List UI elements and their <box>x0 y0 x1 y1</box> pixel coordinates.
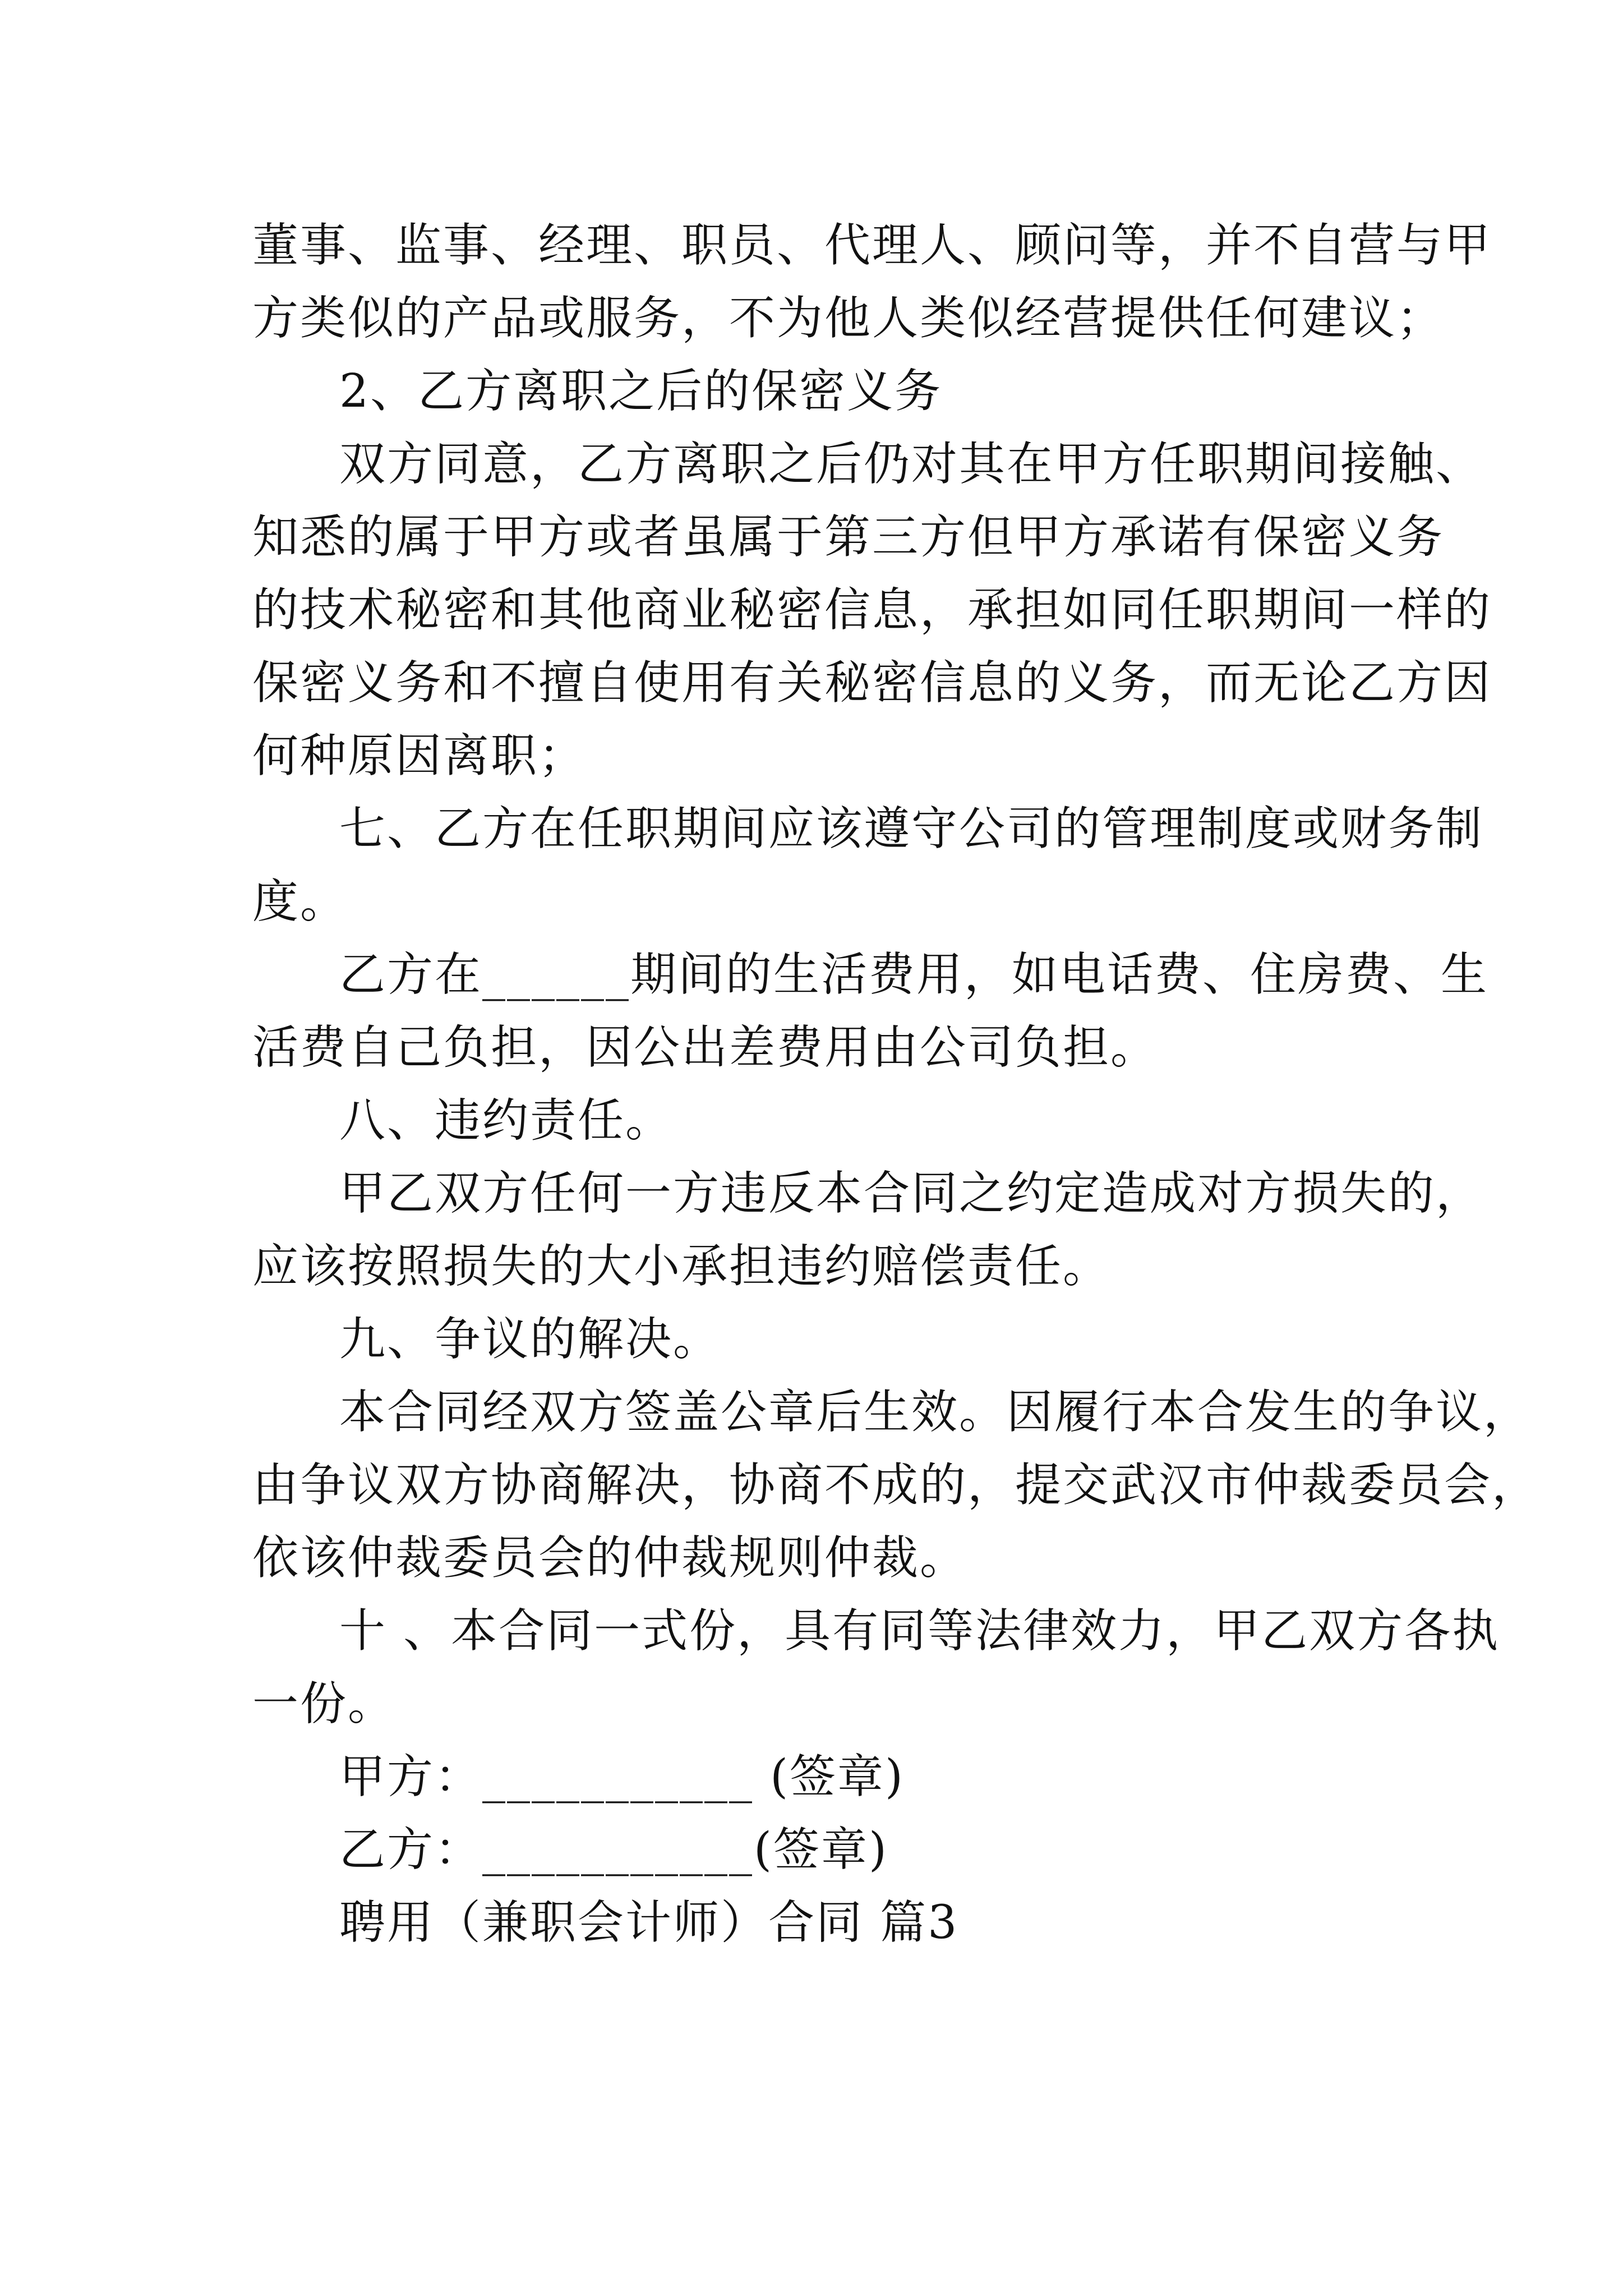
signature-line-party-b: 乙方：___________(签章) <box>339 1823 888 1876</box>
section-heading: 2、乙方离职之后的保密义务 <box>339 365 943 418</box>
paragraph-line: 何种原因离职； <box>252 729 587 783</box>
signature-line-party-a: 甲方：___________ (签章) <box>339 1750 905 1803</box>
section-heading: 七、乙方在任职期间应该遵守公司的管理制度或财务制 <box>339 802 1484 855</box>
paragraph-line: 依该仲裁委员会的仲裁规则仲裁。 <box>252 1531 968 1585</box>
paragraph-line: 知悉的属于甲方或者虽属于第三方但甲方承诺有保密义务 <box>252 510 1445 564</box>
section-heading: 九、争议的解决。 <box>339 1313 721 1366</box>
paragraph-line: 应该按照损失的大小承担违约赔偿责任。 <box>252 1240 1111 1293</box>
paragraph-line: 活费自己负担，因公出差费用由公司负担。 <box>252 1021 1159 1074</box>
next-section-title: 聘用（兼职会计师）合同 篇3 <box>339 1896 959 1949</box>
paragraph-line: 的技术秘密和其他商业秘密信息，承担如同任职期间一样的 <box>252 583 1492 637</box>
paragraph-line: 保密义务和不擅自使用有关秘密信息的义务，而无论乙方因 <box>252 656 1492 710</box>
paragraph-line: 乙方在______期间的生活费用，如电话费、住房费、生 <box>339 948 1489 1001</box>
section-heading: 八、违约责任。 <box>339 1094 674 1147</box>
paragraph-line: 本合同经双方签盖公章后生效。因履行本合发生的争议， <box>339 1386 1532 1439</box>
paragraph-line: 方类似的产品或服务，不为他人类似经营提供任何建议； <box>252 292 1445 345</box>
section-heading: 十 、本合同一式份，具有同等法律效力，甲乙双方各执 <box>339 1604 1500 1658</box>
paragraph-line: 董事、监事、经理、职员、代理人、顾问等，并不自营与甲 <box>252 219 1492 272</box>
paragraph-line: 度。 <box>252 875 348 928</box>
paragraph-line: 双方同意，乙方离职之后仍对其在甲方任职期间接触、 <box>339 438 1484 491</box>
paragraph-line: 甲乙双方任何一方违反本合同之约定造成对方损失的， <box>339 1167 1484 1220</box>
paragraph-line: 由争议双方协商解决，协商不成的，提交武汉市仲裁委员会， <box>252 1458 1540 1512</box>
paragraph-line: 一份。 <box>252 1677 396 1731</box>
